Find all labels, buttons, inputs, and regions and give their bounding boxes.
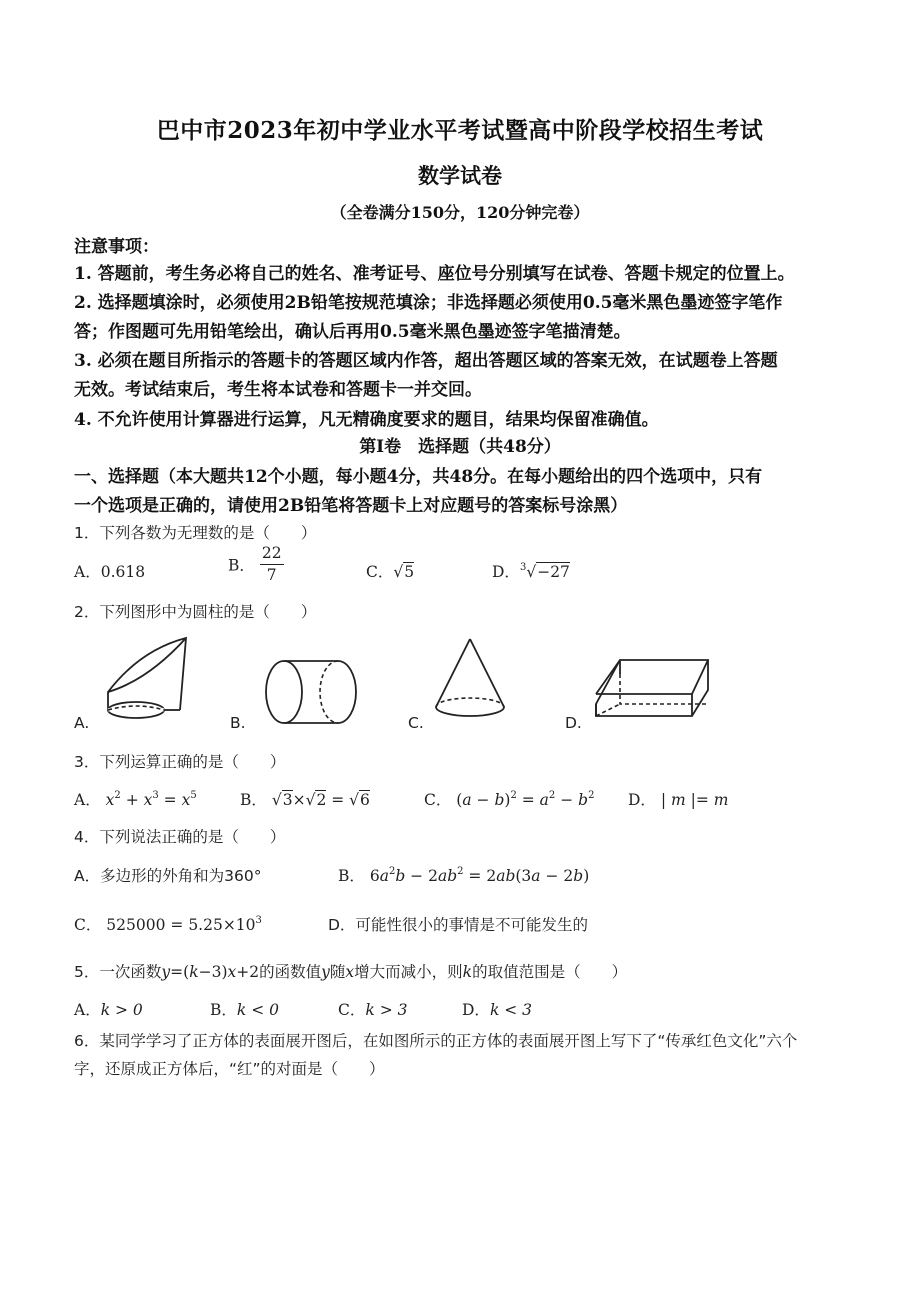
q3-option-a: A． $x^2 + x^3 = x^5$ — [74, 790, 197, 809]
q1-fraction: $\frac{22}{7}$ — [261, 544, 282, 584]
section-desc-b: 一个选项是正确的，请使用2B铅笔将答题卡上对应题号的答案标号涂黑） — [74, 496, 628, 516]
q3-option-d: D． | m |= m — [628, 791, 729, 809]
q6-stem-line-1: 6．某同学学习了正方体的表面展开图后，在如图所示的正方体的表面展开图上写下了“传承红色文化”六个 — [74, 1032, 798, 1050]
q1-option-c: C．√5 — [366, 563, 415, 581]
section-title: 第Ⅰ卷 选择题（共48分） — [359, 437, 561, 457]
q4-option-d: D．可能性很小的事情是不可能发生的 — [328, 916, 588, 934]
q1-stem: 1．下列各数为无理数的是（ ） — [74, 524, 317, 542]
q2-figure-d-prism — [590, 650, 715, 730]
q5-stem: 5．一次函数y=(k−3)x+2的函数值y随x增大而减小，则k的取值范围是（ ） — [74, 963, 628, 981]
q2-figure-a-oblique-cylinder — [100, 630, 195, 730]
q4-option-c: C． $525000 = 5.25\times 10^3$ — [74, 915, 262, 934]
instruction-3b: 无效。考试结束后，考生将本试卷和答题卡一并交回。 — [74, 380, 482, 400]
exam-subtitle: 数学试卷 — [418, 163, 502, 188]
instruction-2a: 2. 选择题填涂时，必须使用2B铅笔按规范填涂；非选择题必须使用0.5毫米黑色墨迹签字笔作 — [74, 293, 783, 313]
instruction-2b: 答；作图题可先用铅笔绘出，确认后再用0.5毫米黑色墨迹签字笔描清楚。 — [74, 322, 631, 342]
q3-stem: 3．下列运算正确的是（ ） — [74, 753, 286, 771]
instructions-heading: 注意事项： — [74, 237, 159, 257]
q5-option-a: A．k > 0 — [74, 1001, 143, 1019]
q4-option-a: A．多边形的外角和为360° — [74, 867, 262, 885]
q5-option-b: B．k < 0 — [210, 1001, 279, 1019]
q2-figure-c-cone — [430, 635, 510, 725]
q4-stem: 4．下列说法正确的是（ ） — [74, 828, 286, 846]
q2-figure-b-cylinder — [260, 655, 360, 730]
q2-label-c: C. — [408, 714, 424, 732]
exam-note: （全卷满分150分，120分钟完卷） — [330, 203, 590, 222]
q5-option-c: C．k > 3 — [338, 1001, 408, 1019]
exam-title: 巴中市2023年初中学业水平考试暨高中阶段学校招生考试 — [156, 117, 764, 144]
q2-label-b: B. — [230, 714, 246, 732]
instruction-4: 4. 不允许使用计算器进行运算，凡无精确度要求的题目，结果均保留准确值。 — [74, 410, 659, 430]
q2-label-d: D. — [565, 714, 582, 732]
instruction-1: 1. 答题前，考生务必将自己的姓名、准考证号、座位号分别填写在试卷、答题卡规定的位置上。 — [74, 264, 795, 284]
q4-option-b: B． $6a^2b - 2ab^2 = 2ab(3a - 2b)$ — [338, 866, 590, 885]
q3-option-b: B． √3×√2 = √6 — [240, 791, 370, 809]
q2-label-a: A. — [74, 714, 90, 732]
instruction-3a: 3. 必须在题目所指示的答题卡的答题区域内作答，超出答题区域的答案无效，在试题卷上答题 — [74, 351, 778, 371]
q5-option-d: D．k < 3 — [462, 1001, 533, 1019]
q1-option-a: A．0.618 — [74, 563, 146, 581]
q6-stem-line-2: 字，还原成正方体后，“红”的对面是（ ） — [74, 1060, 385, 1078]
q3-option-c: C． $(a - b)^2 = a^2 - b^2$ — [424, 790, 595, 809]
section-desc-a: 一、选择题（本大题共12个小题，每小题4分，共48分。在每小题给出的四个选项中，只有 — [74, 467, 763, 487]
q1-option-d: D．$^3$√−27 — [492, 562, 570, 581]
q1-option-b: B． $\frac{22}{7}$ — [228, 544, 282, 584]
q2-stem: 2．下列图形中为圆柱的是（ ） — [74, 603, 317, 621]
